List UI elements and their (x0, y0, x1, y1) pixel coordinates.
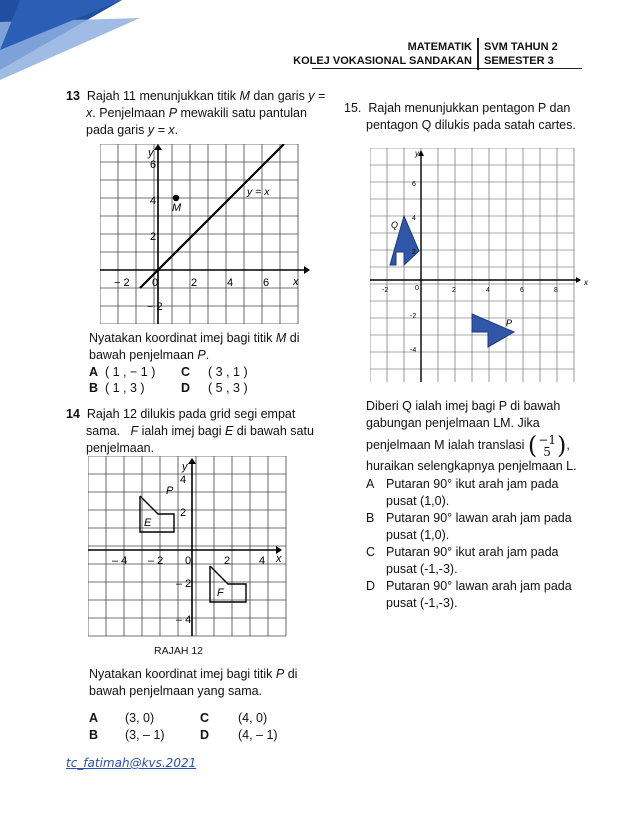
q13-option-C[interactable] (181, 364, 248, 381)
q15-text (344, 100, 604, 134)
q14-prompt-line1 (89, 666, 319, 683)
q14-y-arrow (188, 458, 196, 464)
q14-x-label: x (276, 553, 282, 565)
q13-line3 (66, 122, 326, 139)
q13-p2P: P (197, 348, 206, 362)
q13-p2b: . (205, 348, 210, 362)
q13-M-label: M (172, 202, 182, 214)
q13-opt-B-value: ( 1 , 3 ) (104, 381, 145, 395)
q13-l2a: . Penjelmaan (92, 106, 169, 120)
q14-opt-B-letter: B (89, 728, 99, 742)
q13-prompt-line2 (89, 347, 319, 364)
q15-line1 (344, 100, 604, 117)
q14-tick-y-4: 4 (180, 474, 187, 486)
q14-tick-y-neg2: – 2 (176, 578, 192, 590)
q14-opt-A-value: (3, 0) (125, 711, 155, 725)
q13-tick-x-4: 4 (227, 277, 234, 289)
q13-number: 13 (66, 89, 80, 103)
q14-shape-F (210, 566, 246, 602)
q13-p1b: di (286, 331, 300, 345)
q15-opt-A-line2: pusat (1,0). (386, 494, 450, 508)
q15-l1: Rajah menunjukkan pentagon P dan (368, 101, 571, 115)
q13-tick-x-6: 6 (263, 277, 270, 289)
q15-tick-x-2: 2 (452, 287, 456, 294)
q13-line1 (66, 88, 326, 105)
q14-p1b: di (284, 667, 298, 681)
q15-graph (370, 148, 592, 382)
q13-y-label: y (148, 147, 154, 159)
q15-opt-C-line1: Putaran 90° ikut arah jam pada (386, 545, 559, 559)
q14-l2E: E (224, 424, 234, 438)
q13-l3b: . (174, 123, 179, 137)
q14-number: 14 (66, 407, 80, 421)
q14-option-A[interactable] (89, 710, 154, 727)
q15-tick-x-6: 6 (520, 287, 524, 294)
q13-line2 (66, 105, 326, 122)
q14-tick-x-2: 2 (224, 555, 231, 567)
q13-x-arrow (304, 266, 310, 274)
q15-option-C[interactable] (366, 544, 616, 578)
q15-option-D[interactable] (366, 578, 616, 612)
q14-p1P: P (275, 667, 285, 681)
q13-l1c: = (314, 89, 326, 103)
q13-graph (100, 144, 310, 324)
q15-vector-open: ( (527, 431, 538, 460)
q15-tick-y-neg2: -2 (410, 313, 417, 320)
q13-option-D[interactable] (181, 380, 248, 397)
q15-opt-C-letter: C (366, 545, 376, 559)
q14-l2c: di bawah satu (233, 424, 314, 438)
q13-tick-y-2: 2 (150, 231, 157, 243)
q14-line3 (66, 440, 326, 457)
q13-l1b: dan garis (249, 89, 309, 103)
q13-prompt-line1 (89, 330, 319, 347)
q13-point-M (173, 195, 179, 201)
q14-text (66, 406, 326, 457)
q15-tick-y-2: 2 (412, 249, 416, 256)
q15-opt-B-line2: pusat (1,0). (386, 528, 450, 542)
q13-p1M: M (275, 331, 287, 345)
q13-l1M: M (239, 89, 250, 103)
header-semester: SEMESTER 3 (484, 55, 554, 67)
q15-tick-y-neg4: -4 (410, 347, 417, 354)
q15-options (366, 476, 616, 612)
q13-x-label: x (293, 276, 299, 288)
q15-x-arrow (576, 277, 581, 283)
q13-tick-y-6: 6 (150, 159, 157, 171)
q15-tick-x-0: 0 (415, 285, 419, 292)
q13-l3eq: y = x (147, 123, 175, 137)
q13-tick-x-2: 2 (191, 277, 198, 289)
q14-p1a: Nyatakan koordinat imej bagi titik (89, 667, 276, 681)
q14-prompt-line2: bawah penjelmaan yang sama. (89, 684, 263, 698)
q13-tick-y-neg2: − 2 (147, 301, 163, 313)
q15-prompt-line1: Diberi Q ialah imej bagi P di bawah (366, 399, 561, 413)
q14-tick-x-neg4: – 4 (112, 555, 128, 567)
q13-l2b: mewakili satu pantulan (177, 106, 307, 120)
q15-opt-D-line1: Putaran 90° lawan arah jam pada (386, 579, 572, 593)
q14-tick-y-2: 2 (180, 507, 187, 519)
q13-p2a: bawah penjelmaan (89, 348, 198, 362)
q13-opt-A-letter: A (89, 365, 99, 379)
q14-tick-x-4: 4 (259, 555, 266, 567)
q14-opt-C-letter: C (200, 711, 210, 725)
q14-tick-x-neg2: – 2 (148, 555, 164, 567)
q14-graph (88, 456, 288, 642)
q15-opt-D-line2: pusat (-1,-3). (386, 596, 458, 610)
q14-tick-y-neg4: – 4 (176, 614, 192, 626)
q14-opt-D-letter: D (200, 728, 210, 742)
q13-opt-C-value: ( 3 , 1 ) (208, 365, 248, 379)
q14-grid (88, 456, 286, 636)
corner-decoration (0, 0, 150, 80)
q13-opt-C-letter: C (181, 365, 191, 379)
q13-prompt (89, 330, 319, 364)
q14-opt-D-value: (4, – 1) (238, 728, 278, 742)
q13-tick-y-4: 4 (150, 195, 157, 207)
q15-tick-x-neg2: -2 (382, 287, 389, 294)
q13-option-B[interactable] (89, 380, 145, 397)
q13-l2x: x (86, 106, 93, 120)
q15-prompt-line3 (366, 432, 616, 458)
q13-opt-A-value: ( 1 , − 1 ) (104, 365, 156, 379)
q15-tick-y-4: 4 (412, 215, 416, 222)
header-subject: MATEMATIK (407, 41, 472, 53)
q13-l2P: P (168, 106, 178, 120)
footer-credit: tc_fatimah@kvs.2021 (66, 756, 197, 770)
q15-p3a: penjelmaan M ialah translasi (366, 438, 528, 452)
header-college: KOLEJ VOKASIONAL SANDAKAN (293, 55, 472, 67)
q14-line1 (66, 406, 326, 423)
q14-tick-x-0: 0 (185, 555, 192, 567)
q13-text (66, 88, 326, 139)
q13-opt-D-value: ( 5 , 3 ) (208, 381, 248, 395)
q15-P-label: P (506, 318, 513, 328)
q15-opt-B-letter: B (366, 511, 375, 525)
q13-option-A[interactable] (89, 364, 155, 381)
q15-number: 15. (344, 101, 362, 115)
q14-opt-C-value: (4, 0) (238, 711, 268, 725)
q14-l2b: ialah imej bagi (138, 424, 225, 438)
q13-line-label: y = x (247, 186, 270, 198)
q13-p1a: Nyatakan koordinat imej bagi titik (89, 331, 276, 345)
q14-l2a: sama. (86, 424, 131, 438)
q14-l3: penjelmaan. (86, 441, 155, 455)
q15-tick-x-4: 4 (486, 287, 490, 294)
q14-prompt (89, 666, 319, 700)
q14-option-B[interactable] (89, 727, 165, 744)
q13-grid (100, 144, 298, 324)
q15-vector-top: −1 (538, 432, 556, 447)
q15-opt-B-line1: Putaran 90° lawan arah jam pada (386, 511, 572, 525)
q14-l2F: F (130, 424, 139, 438)
q15-line2: pentagon Q dilukis pada satah cartes. (366, 118, 576, 132)
q14-option-D[interactable] (200, 727, 278, 744)
q15-opt-D-letter: D (366, 579, 376, 593)
q15-Q-label: Q (391, 220, 399, 230)
q14-opt-B-value: (3, – 1) (125, 728, 165, 742)
q13-y-arrow (154, 144, 162, 150)
q14-y-label: y (182, 461, 188, 473)
header-divider (477, 38, 479, 70)
q15-opt-C-text (386, 544, 558, 578)
q15-option-B[interactable] (366, 510, 616, 544)
q15-p3b: , (566, 438, 570, 452)
q15-tick-x-8: 8 (554, 287, 558, 294)
q15-opt-D-text (386, 578, 572, 612)
q15-tick-y-6: 6 (412, 181, 416, 188)
q15-prompt-line2: gabungan penjelmaan LM. Jika (366, 416, 540, 430)
q13-opt-B-letter: B (89, 381, 99, 395)
q14-option-C[interactable] (200, 710, 267, 727)
q13-l1a: Rajah 11 menunjukkan titik (86, 89, 240, 103)
q14-l1: Rajah 12 dilukis pada grid segi empat (86, 407, 296, 421)
q15-opt-A-line1: Putaran 90° ikut arah jam pada (386, 477, 559, 491)
q14-E-label: E (144, 517, 152, 529)
q14-F-label: F (217, 587, 224, 599)
q14-line2 (66, 423, 326, 440)
q15-vector (538, 434, 556, 458)
header-program: SVM TAHUN 2 (484, 41, 558, 53)
q14-caption: RAJAH 12 (154, 645, 204, 657)
header-rule (312, 68, 582, 69)
q15-prompt-line4: huraikan selengkapnya penjelmaan L. (366, 459, 577, 473)
q15-x-label: x (584, 278, 588, 287)
q15-opt-A-text (386, 476, 558, 510)
q15-vector-bottom: 5 (543, 444, 551, 459)
q15-option-A[interactable] (366, 476, 616, 510)
q15-vector-close: ) (556, 431, 567, 460)
q14-opt-A-letter: A (89, 711, 99, 725)
q15-grid (370, 148, 574, 382)
q15-y-label: y (415, 149, 419, 158)
q13-l3a: pada garis (86, 123, 148, 137)
q15-opt-A-letter: A (366, 477, 375, 491)
q13-tick-x-neg2: − 2 (114, 277, 130, 289)
q15-opt-B-text (386, 510, 572, 544)
q13-l1y: y (308, 89, 315, 103)
q15-prompt (366, 398, 616, 475)
q13-tick-x-0: 0 (152, 277, 159, 289)
q14-P-label: P (166, 485, 174, 497)
q15-opt-C-line2: pusat (-1,-3). (386, 562, 458, 576)
q13-opt-D-letter: D (181, 381, 191, 395)
